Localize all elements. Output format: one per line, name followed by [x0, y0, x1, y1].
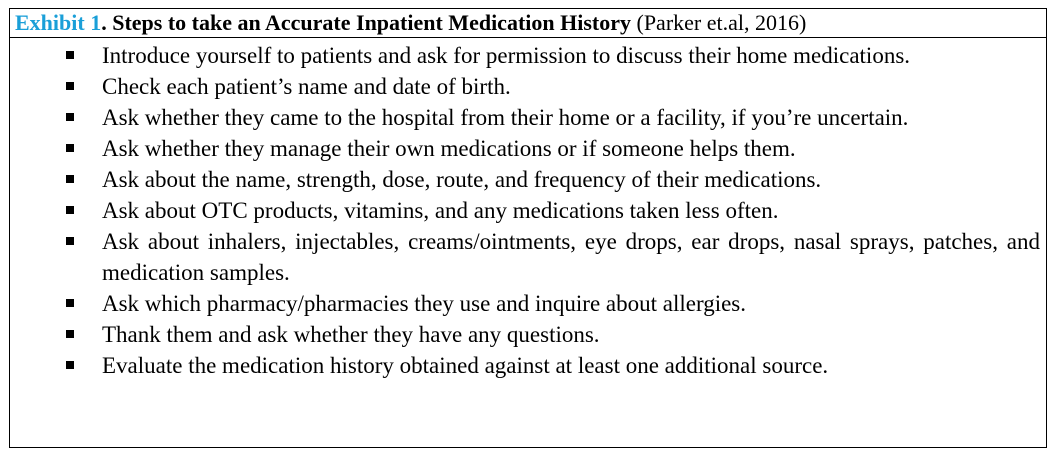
square-bullet-icon [66, 51, 74, 59]
step-text: Ask whether they came to the hospital from their home or a facility, if you’re uncertain. [102, 105, 909, 130]
square-bullet-icon [66, 113, 74, 121]
square-bullet-icon [66, 237, 74, 245]
step-text: Ask about the name, strength, dose, route, and frequency of their medications. [102, 167, 822, 192]
square-bullet-icon [66, 144, 74, 152]
exhibit-label: Exhibit 1 [15, 10, 102, 35]
list-item [10, 226, 1046, 288]
list-item [10, 319, 1046, 350]
square-bullet-icon [66, 175, 74, 183]
step-text: Ask about OTC products, vitamins, and any medications taken less often. [102, 198, 779, 223]
steps-list [10, 38, 1046, 381]
step-text: Ask which pharmacy/pharmacies they use and inquire about allergies. [102, 291, 747, 316]
list-item [10, 164, 1046, 195]
square-bullet-icon [66, 361, 74, 369]
step-text: Ask about inhalers, injectables, creams/ointments, eye drops, ear drops, nasal sprays, patches, and medication samples. [102, 229, 1040, 285]
step-text: Introduce yourself to patients and ask for permission to discuss their home medications. [102, 43, 911, 68]
list-item [10, 71, 1046, 102]
list-item [10, 350, 1046, 381]
square-bullet-icon [66, 82, 74, 90]
square-bullet-icon [66, 330, 74, 338]
step-text: Evaluate the medication history obtained against at least one additional source. [102, 353, 829, 378]
step-text: Ask whether they manage their own medications or if someone helps them. [102, 136, 796, 161]
list-item [10, 133, 1046, 164]
step-text: Check each patient’s name and date of birth. [102, 74, 511, 99]
exhibit-citation: (Parker et.al, 2016) [631, 10, 807, 35]
step-text: Thank them and ask whether they have any questions. [102, 322, 600, 347]
list-item [10, 102, 1046, 133]
list-item [10, 288, 1046, 319]
exhibit-title-separator: . [101, 10, 113, 35]
list-item [10, 38, 1046, 71]
list-item [10, 195, 1046, 226]
exhibit-box [9, 8, 1047, 448]
square-bullet-icon [66, 206, 74, 214]
exhibit-title: Steps to take an Accurate Inpatient Medication History [112, 10, 631, 35]
exhibit-title-row [10, 9, 1046, 38]
square-bullet-icon [66, 299, 74, 307]
